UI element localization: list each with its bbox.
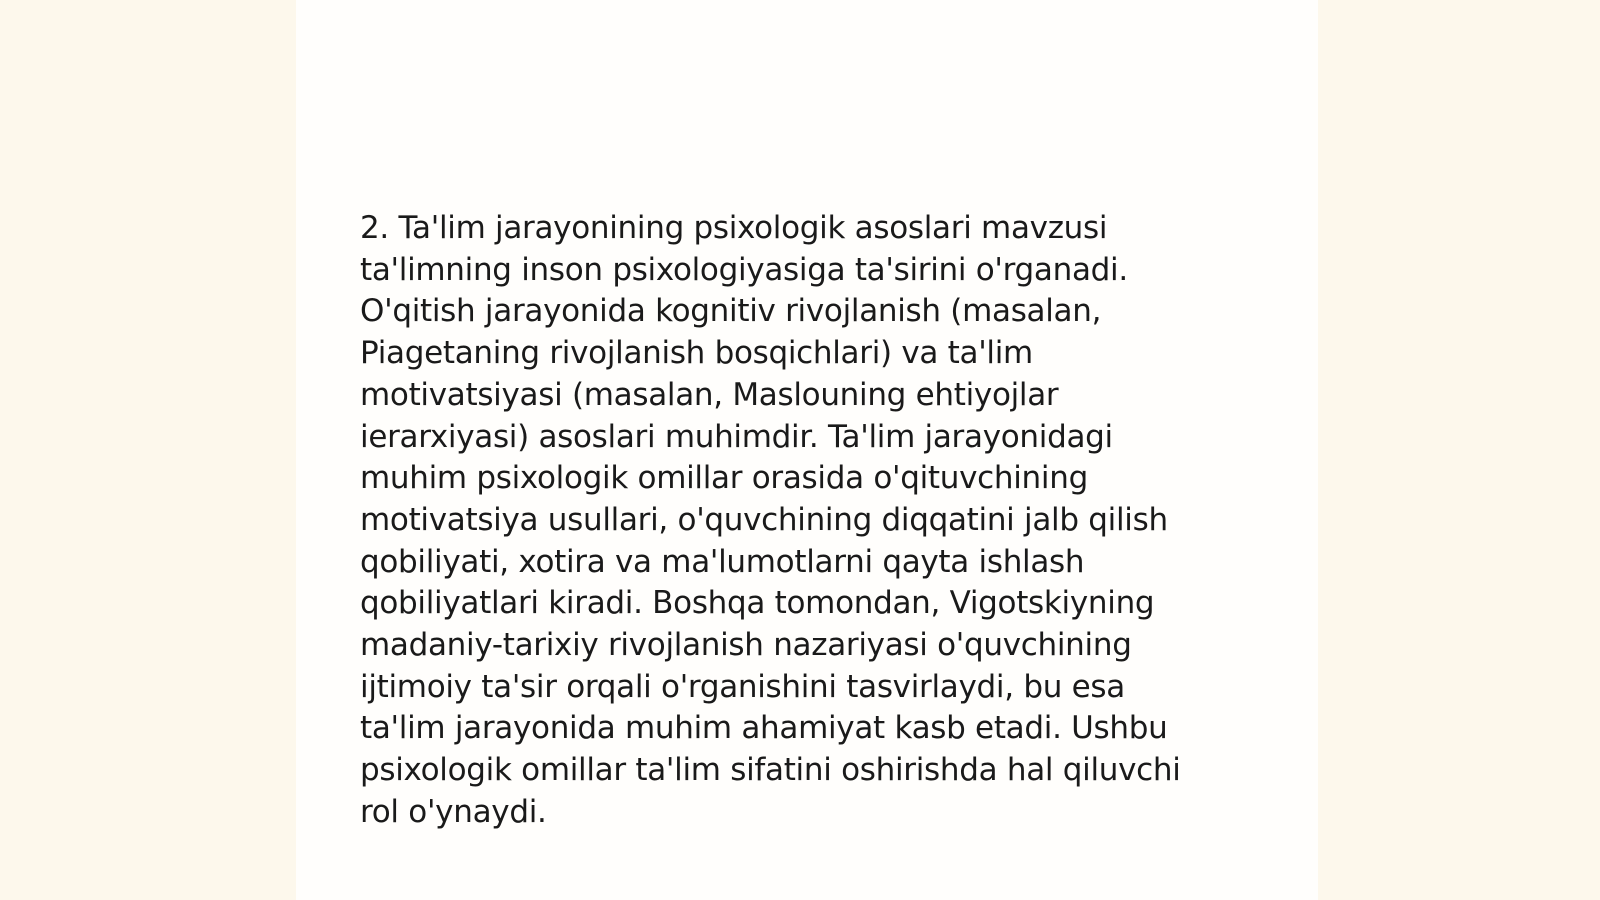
paragraph-line: ijtimoiy ta'sir orqali o'rganishini tasvirlaydi, bu esa [360, 668, 1125, 705]
paragraph-line: ierarxiyasi) asoslari muhimdir. Ta'lim jarayonidagi [360, 418, 1113, 455]
paragraph-line: 2. Ta'lim jarayonining psixologik asoslari mavzusi [360, 210, 1108, 246]
paragraph-line: motivatsiya usullari, o'quvchining diqqatini jalb qilish [360, 501, 1168, 538]
paragraph-line: motivatsiyasi (masalan, Maslouning ehtiyojlar [360, 376, 1059, 413]
paragraph-line: Piagetaning rivojlanish bosqichlari) va ta'lim [360, 335, 1033, 372]
paragraph-line: muhim psixologik omillar orasida o'qituvchining [360, 460, 1088, 497]
paragraph-line: ta'lim jarayonida muhim ahamiyat kasb etadi. Ushbu [360, 710, 1168, 747]
document-page [296, 0, 1318, 900]
paragraph-line: psixologik omillar ta'lim sifatini oshirishda hal qiluvchi [360, 752, 1181, 789]
paragraph-line: rol o'ynaydi. [360, 793, 547, 830]
paragraph-line: qobiliyatlari kiradi. Boshqa tomondan, Vigotskiyning [360, 585, 1155, 622]
paragraph-line: madaniy-tarixiy rivojlanish nazariyasi o'quvchining [360, 627, 1132, 664]
paragraph-line: O'qitish jarayonida kognitiv rivojlanish (masalan, [360, 293, 1102, 330]
paragraph-line: qobiliyati, xotira va ma'lumotlarni qayta ishlash [360, 543, 1085, 580]
body-paragraph [360, 208, 1260, 834]
paragraph-line: ta'limning inson psixologiyasiga ta'sirini o'rganadi. [360, 251, 1128, 288]
